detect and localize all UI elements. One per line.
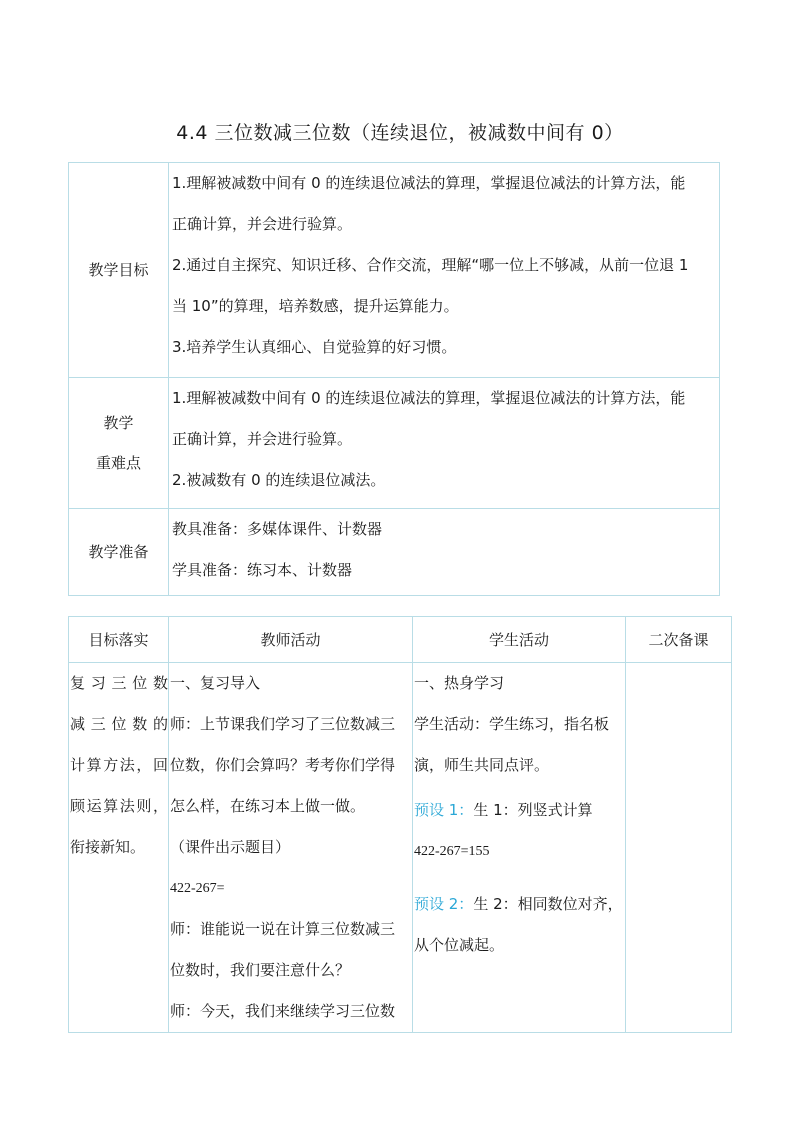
activity-body-row — [69, 663, 732, 1033]
header-goal: 目标落实 — [69, 617, 169, 663]
key-points-label-line-2: 重难点 — [95, 454, 141, 472]
header-notes: 二次备课 — [626, 617, 732, 663]
teacher-line-1: 一、复习导入 — [170, 674, 261, 692]
teacher-line-6: 422-267= — [170, 881, 225, 896]
goals-content — [169, 163, 720, 378]
teacher-line-3: 位数，你们会算吗？考考你们学得 — [170, 756, 396, 774]
goal-line-3: 计算方法，回 — [70, 756, 168, 774]
goals-line-4: 当 10”的算理，培养数感，提升运算能力。 — [172, 297, 459, 315]
key-points-line-2: 正确计算，并会进行验算。 — [172, 430, 353, 448]
goal-cell — [69, 663, 169, 1033]
key-points-row — [69, 378, 720, 509]
header-student: 学生活动 — [413, 617, 626, 663]
student-cell — [413, 663, 626, 1033]
goals-line-5: 3.培养学生认真细心、自觉验算的好习惯。 — [172, 338, 457, 356]
goals-line-2: 正确计算，并会进行验算。 — [172, 215, 353, 233]
activity-table — [68, 616, 732, 1033]
header-teacher: 教师活动 — [169, 617, 413, 663]
lesson-info-table — [68, 162, 720, 596]
preset-1-label: 预设 1： — [414, 801, 474, 819]
teacher-cell — [169, 663, 413, 1033]
goals-line-3: 2.通过自主探究、知识迁移、合作交流，理解“哪一位上不够减，从前一位退 1 — [172, 256, 689, 274]
preset-1-text: 生 1：列竖式计算 — [473, 801, 593, 819]
preset-1 — [414, 790, 625, 831]
teacher-line-5: （课件出示题目） — [170, 838, 291, 856]
goal-line-2: 减三位数的 — [70, 715, 168, 733]
preset-2-text: 生 2：相同数位对齐， — [473, 895, 623, 913]
key-points-label — [69, 378, 169, 509]
preparation-row — [69, 509, 720, 596]
preset-1-equation: 422-267=155 — [414, 844, 490, 859]
goals-label: 教学目标 — [69, 163, 169, 378]
teacher-line-2: 师：上节课我们学习了三位数减三 — [170, 715, 396, 733]
preparation-line-1: 教具准备：多媒体课件、计数器 — [172, 520, 383, 538]
teacher-line-9: 师：今天，我们来继续学习三位数 — [170, 1002, 396, 1020]
preset-2-continued: 从个位减起。 — [414, 936, 505, 954]
goal-line-1: 复习三位数 — [70, 674, 168, 692]
goal-line-4: 顾运算法则， — [70, 797, 168, 815]
teacher-line-4: 怎么样，在练习本上做一做。 — [170, 797, 366, 815]
preset-2 — [414, 884, 625, 925]
key-points-label-line-1: 教学 — [103, 414, 134, 432]
key-points-line-3: 2.被减数有 0 的连续退位减法。 — [172, 471, 386, 489]
activity-header-row — [69, 617, 732, 663]
student-heading: 一、热身学习 — [414, 674, 505, 692]
preset-2-label: 预设 2： — [414, 895, 474, 913]
page-title: 4.4 三位数减三位数（连续退位，被减数中间有 0） — [176, 122, 624, 144]
teacher-line-7: 师：谁能说一说在计算三位数减三 — [170, 920, 396, 938]
preparation-content — [169, 509, 720, 596]
notes-cell — [626, 663, 732, 1033]
key-points-content — [169, 378, 720, 509]
goals-row — [69, 163, 720, 378]
preparation-line-2: 学具准备：练习本、计数器 — [172, 561, 353, 579]
key-points-line-1: 1.理解被减数中间有 0 的连续退位减法的算理，掌握退位减法的计算方法，能 — [172, 389, 686, 407]
goals-line-1: 1.理解被减数中间有 0 的连续退位减法的算理，掌握退位减法的计算方法，能 — [172, 174, 686, 192]
goal-line-5: 衔接新知。 — [70, 838, 146, 856]
student-line-2: 演，师生共同点评。 — [414, 756, 550, 774]
student-line-1: 学生活动：学生练习，指名板 — [414, 715, 610, 733]
teacher-line-8: 位数时，我们要注意什么？ — [170, 961, 351, 979]
preparation-label: 教学准备 — [69, 509, 169, 596]
